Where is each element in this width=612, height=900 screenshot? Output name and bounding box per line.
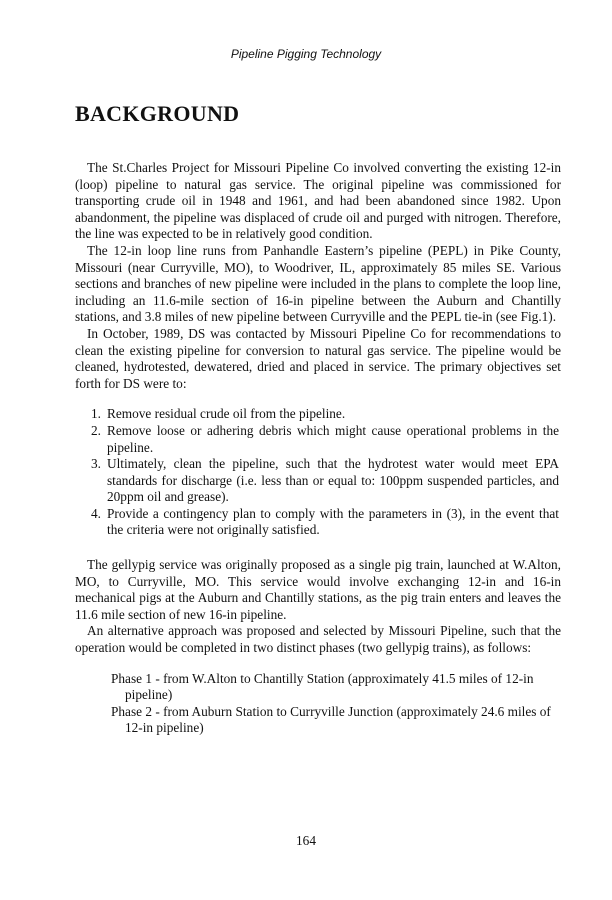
- section-title: BACKGROUND: [75, 101, 240, 126]
- phases-list: [75, 671, 561, 737]
- objectives-list: [75, 406, 561, 539]
- phase-item: Phase 1 - from W.Alton to Chantilly Station (approximately 41.5 miles of 12-in pipeline): [111, 670, 534, 703]
- page-content: [75, 100, 561, 737]
- paragraph: The 12-in loop line runs from Panhandle Eastern’s pipeline (PEPL) in Pike County, Missouri (near Curryville, MO), to Woodriver, IL, approximately 85 miles SE. Various sections and branches of new pipeline were included in the plans to complete the loop line, including an 11.6-mile section of 16-in pipeline between the Auburn and Chantilly stations, and 3.8 miles of new pipeline between Curryville and the PEPL tie-in (see Fig.1).: [75, 242, 561, 325]
- list-number: 3.: [91, 456, 101, 472]
- list-item: [75, 506, 561, 539]
- list-item-text: Remove residual crude oil from the pipeline.: [107, 406, 346, 422]
- page-number: 164: [296, 833, 316, 848]
- list-number: 4.: [91, 505, 101, 521]
- list-number: 1.: [91, 406, 101, 422]
- list-item: [75, 406, 561, 423]
- paragraph: The gellypig service was originally proposed as a single pig train, launched at W.Alton, MO, to Curryville, MO. This service would involve exchanging 12-in and 16-in mechanical pigs at the Auburn and Chantilly stations, as the pig train enters and leaves the 11.6 mile section of new 16-in pipeline.: [75, 557, 561, 622]
- list-item-text: Ultimately, clean the pipeline, such that the hydrotest water would meet EPA standards for discharge (i.e. less than or equal to: 100ppm suspended particles, and 20ppm oil and grease).: [107, 456, 559, 505]
- list-item: [75, 423, 561, 456]
- paragraph: The St.Charles Project for Missouri Pipeline Co involved converting the existing 12-in (loop) pipeline to natural gas service. The original pipeline was commissioned for transporting crude oil in 1948 and 1961, and had been abandoned since 1982. Upon abandonment, the pipeline was displaced of crude oil and purged with nitrogen. Therefore, the line was expected to be in relatively good condition.: [75, 160, 561, 242]
- phase-item: Phase 2 - from Auburn Station to Curryville Junction (approximately 24.6 miles of 12-in pipeline): [111, 703, 551, 736]
- paragraph: An alternative approach was proposed and selected by Missouri Pipeline, such that the operation would be completed in two distinct phases (two gellypig trains), as follows:: [75, 623, 561, 656]
- list-item-text: Remove loose or adhering debris which might cause operational problems in the pipeline.: [107, 422, 559, 455]
- list-number: 2.: [91, 422, 101, 438]
- paragraph: In October, 1989, DS was contacted by Missouri Pipeline Co for recommendations to clean the existing pipeline for conversion to natural gas service. The pipeline would be cleaned, hydrotested, dewatered, dried and placed in service. The primary objectives set forth for DS were to:: [75, 325, 561, 391]
- list-item: [75, 456, 561, 506]
- list-item-text: Provide a contingency plan to comply with the parameters in (3), in the event that the criteria were not originally satisfied.: [107, 505, 559, 538]
- running-header: Pipeline Pigging Technology: [230, 47, 382, 61]
